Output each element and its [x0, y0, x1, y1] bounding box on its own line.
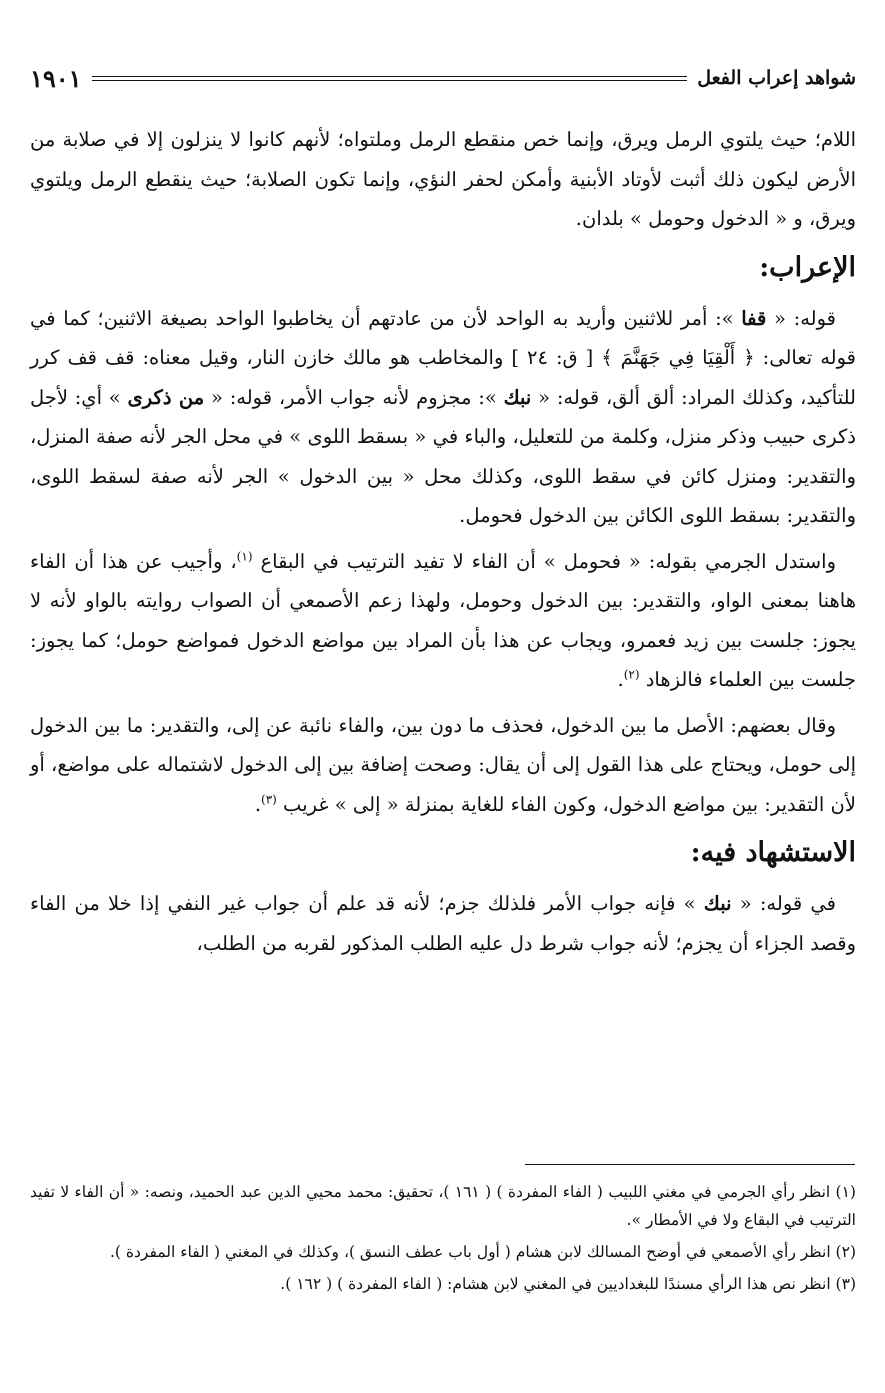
text-run: .	[254, 792, 262, 816]
footnote-ref-1: (١)	[236, 549, 253, 563]
paragraph-jarmi	[30, 542, 856, 700]
text-run: »: أمر للاثنين وأريد به الواحد لأن من عادتهم أن يخاطبوا الواحد بصيغة الاثنين؛ كما في قوله تعالى: ﴿ أَلْقِيَا فِي جَهَنَّمَ ﴾ [ ق: ٢٤ ] والمخاطب هو مالك خازن النار، وقيل معناه: قف قف كرر للتأكيد، وكذلك المراد: ألق ألق، قوله: «	[30, 306, 856, 409]
paragraph-istishhad	[30, 884, 856, 963]
bold-term: من ذكرى	[127, 385, 205, 409]
section-heading-istishhad: الاستشهاد فيه:	[690, 837, 856, 868]
header-rule	[92, 76, 688, 81]
bold-term: نبك	[703, 892, 732, 915]
footnote-3: (٣) انظر نص هذا الرأي مسندًا للبغداديين في المغني لابن هشام: ( الفاء المفردة ) ( ١٦٢ ).	[280, 1275, 856, 1293]
text-run: .	[617, 668, 624, 691]
text-run: قوله: «	[766, 306, 836, 330]
paragraph-text: اللام؛ حيث يلتوي الرمل ويرق، وإنما خص منقطع الرمل وملتواه؛ لأنهم كانوا لا ينزلون إلا في صلابة من الأرض ليكون ذلك أثبت لأوتاد الأبنية وأمكن لحفر النؤي، وإنما تكون الصلابة؛ حيث ينقطع الرمل ويلتوي ويرق، و « الدخول وحومل » بلدان.	[30, 128, 856, 230]
text-run: في قوله: «	[731, 892, 836, 915]
header-title: شواهد إعراب الفعل	[697, 67, 856, 89]
text-run: ، وأجيب عن هذا أن الفاء هاهنا بمعنى الواو، والتقدير: بين الدخول وحومل، ولهذا زعم الأصمعي أن الصواب روايته بالواو لأنه لا يجوز: جلست بين زيد فعمرو، ويجاب عن هذا بأن المراد بين مواضع الدخول فمواضع حومل؛ كما يجوز: جلست بين العلماء فالزهاد	[30, 549, 856, 691]
bold-term: قفا	[741, 306, 767, 330]
page-number: ١٩٠١	[30, 63, 82, 93]
footnote-ref-2: (٢)	[623, 667, 640, 682]
bold-term: نبك	[503, 385, 532, 409]
paragraph-opinion	[30, 706, 856, 825]
text-run: وقال بعضهم: الأصل ما بين الدخول، فحذف ما دون بين، والفاء نائبة عن إلى، والتقدير: ما بين الدخول إلى حومل، ويحتاج على هذا القول إلى أن يقال: وصحت إضافة بين إلى الدخول لاشتماله على مواضع، أو لأن التقدير: بين مواضع الدخول، وكون الفاء للغاية بمنزلة « إلى » غريب	[30, 713, 856, 816]
page-body	[30, 120, 856, 969]
footnote-1: (١) انظر رأي الجرمي في مغني اللبيب ( الفاء المفردة ) ( ١٦١ )، تحقيق: محمد محيي الدين عبد الحميد، ونصه: « أن الفاء لا تفيد الترتيب في البقاع ولا في الأمطار ».	[30, 1183, 856, 1229]
paragraph-continuation	[30, 120, 856, 239]
section-heading-irab: الإعراب:	[759, 251, 856, 283]
text-run: » أي: لأجل ذكرى حبيب وذكر منزل، وكلمة من للتعليل، والباء في « بسقط اللوى » في محل الجر لأنه صفة المنزل، والتقدير: ومنزل كائن في سقط اللوى، وكذلك محل « بين الدخول » الجر لأنه صفة لسقط اللوى، والتقدير: بسقط اللوى الكائن بين الدخول فحومل.	[30, 385, 856, 527]
footnote-2: (٢) انظر رأي الأصمعي في أوضح المسالك لابن هشام ( أول باب عطف النسق )، وكذلك في المغني ( الفاء المفردة ).	[109, 1243, 856, 1261]
text-run: »: مجزوم لأنه جواب الأمر، قوله: «	[204, 385, 504, 409]
footnote-ref-3: (٣)	[261, 792, 277, 806]
footnote-separator	[525, 1164, 855, 1165]
text-run: واستدل الجرمي بقوله: « فحومل » أن الفاء لا تفيد الترتيب في البقاع	[252, 549, 836, 573]
text-run: » فإنه جواب الأمر فلذلك جزم؛ لأنه قد علم أن جواب غير النفي إذا خلا من الفاء وقصد الجزاء أن يجزم؛ لأنه جواب شرط دل عليه الطلب المذكور لقربه من الطلب،	[30, 892, 856, 955]
paragraph-irab	[30, 299, 856, 536]
running-header	[30, 60, 856, 96]
footnotes	[30, 1178, 856, 1302]
